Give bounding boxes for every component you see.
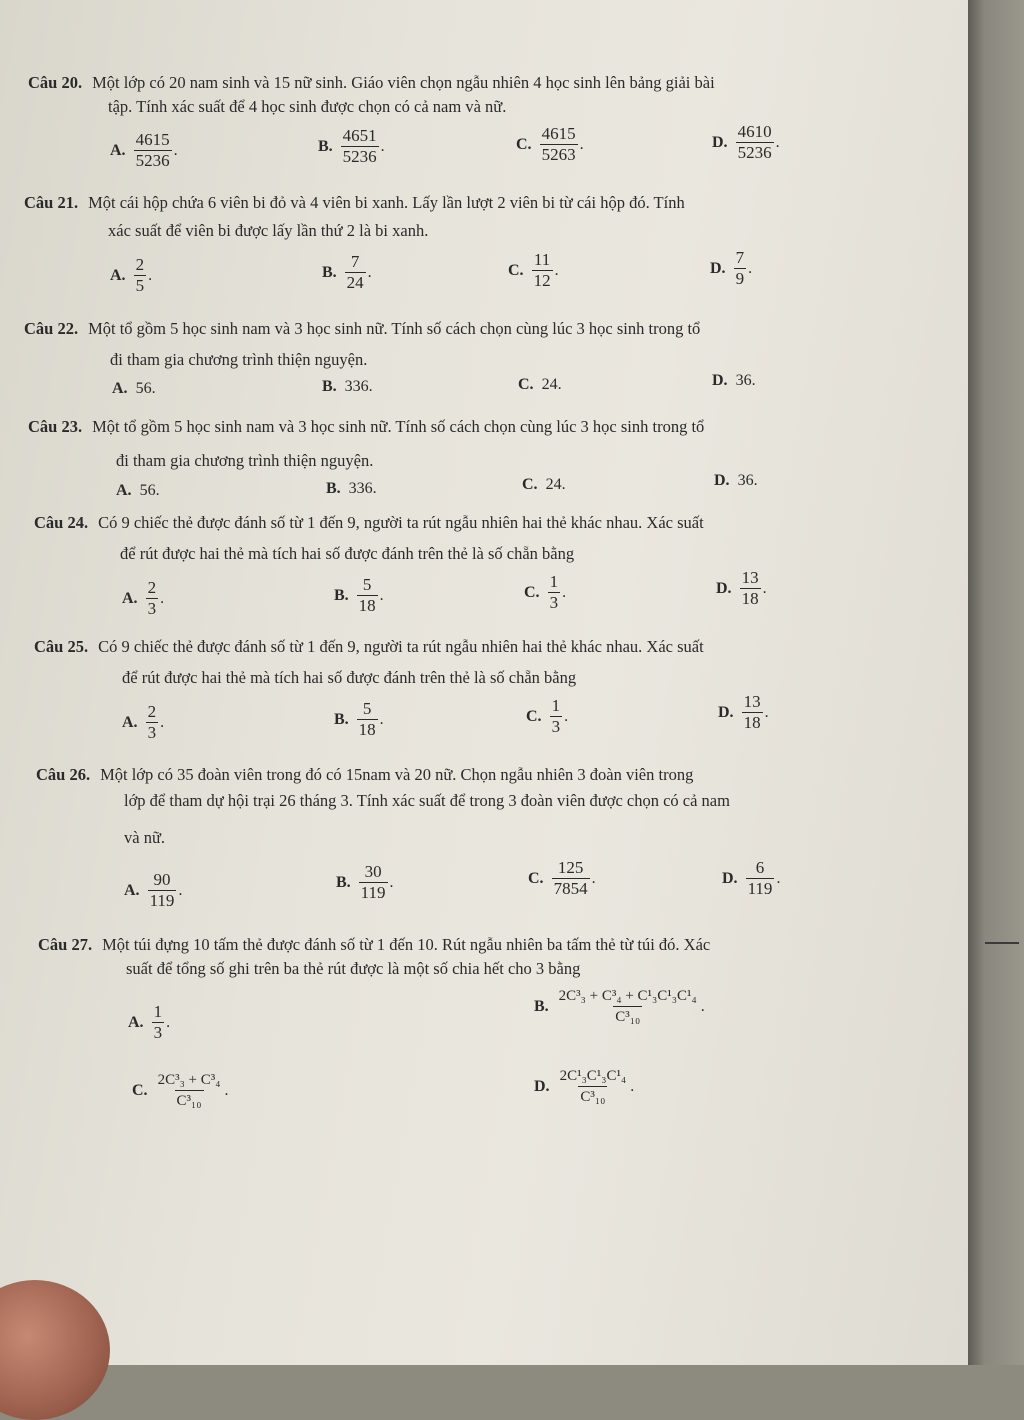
question-text-line: suất để tổng số ghi trên ba thẻ rút được là một số chia hết cho 3 bằng [126, 959, 581, 978]
question-text-line: đi tham gia chương trình thiện nguyện. [116, 451, 374, 470]
option-a[interactable]: A. $\frac{90}{119}$ . [124, 870, 183, 910]
option-b[interactable]: B. $\frac{4651}{5236}$ . [318, 126, 385, 166]
question-text-line: Câu 25. Có 9 chiếc thẻ được đánh số từ 1 đến 9, người ta rút ngẫu nhiên hai thẻ khác nhau. Xác suất [34, 637, 704, 656]
question-number: Câu 27. [38, 935, 93, 954]
question-text-line: để rút được hai thẻ mà tích hai số được đánh trên thẻ là số chẵn bằng [122, 668, 577, 687]
option-c[interactable]: C. 24. [522, 476, 566, 493]
option-c[interactable]: C. $\frac{1}{3}$ . [524, 572, 567, 612]
option-d[interactable]: D. $\frac{4610}{5236}$ . [712, 122, 780, 162]
option-d[interactable]: D. $\frac{13}{18}$ . [716, 568, 767, 608]
option-d[interactable]: D. $\frac{6}{119}$ . [722, 858, 781, 898]
page-edge-shadow [968, 0, 1024, 1365]
question-number: Câu 25. [34, 637, 89, 656]
question-text-line: Câu 21. Một cái hộp chứa 6 viên bi đỏ và 4 viên bi xanh. Lấy lần lượt 2 viên bi từ cái hộp đó. Tính [24, 193, 685, 212]
option-a[interactable]: A. $\frac{2}{3}$ . [122, 702, 165, 742]
question-text-line: tập. Tính xác suất để 4 học sinh được chọn có cả nam và nữ. [108, 97, 507, 116]
option-a[interactable]: A. $\frac{2}{5}$ . [110, 255, 153, 295]
option-d[interactable]: D. $\frac{\text{2C¹₃C¹₃C¹₄}}{\text{C³₁₀}}$ . [534, 1068, 635, 1105]
option-b[interactable]: B. $\frac{5}{18}$ . [334, 699, 384, 739]
question-number: Câu 21. [24, 193, 79, 212]
option-d[interactable]: D. 36. [712, 372, 756, 389]
option-a[interactable]: A. $\frac{2}{3}$ . [122, 578, 165, 618]
option-b[interactable]: B. $\frac{7}{24}$ . [322, 252, 372, 292]
question-text-line: để rút được hai thẻ mà tích hai số được đánh trên thẻ là số chẵn bằng [120, 544, 575, 563]
option-b[interactable]: B. 336. [326, 480, 377, 497]
option-c[interactable]: C. $\frac{1}{3}$ . [526, 696, 569, 736]
option-d[interactable]: D. $\frac{13}{18}$ . [718, 692, 769, 732]
option-c[interactable]: C. 24. [518, 376, 562, 393]
option-c[interactable]: C. $\frac{11}{12}$ . [508, 250, 559, 290]
margin-mark [985, 942, 1019, 944]
question-number: Câu 26. [36, 765, 91, 784]
question-text-line: Câu 22. Một tổ gồm 5 học sinh nam và 3 học sinh nữ. Tính số cách chọn cùng lúc 3 học sinh trong tổ [24, 319, 701, 338]
option-b[interactable]: B. $\frac{30}{119}$ . [336, 862, 394, 902]
option-c[interactable]: C. $\frac{4615}{5263}$ . [516, 124, 584, 164]
option-b[interactable]: B. $\frac{\text{2C³₃ + C³₄ + C¹₃C¹₃C¹₄}}{\text{C³₁₀}}$ . [534, 988, 705, 1025]
question-number: Câu 24. [34, 513, 89, 532]
option-a[interactable]: A. $\frac{1}{3}$ . [128, 1002, 171, 1042]
question-number: Câu 22. [24, 319, 79, 338]
question-text-line: Câu 23. Một tổ gồm 5 học sinh nam và 3 học sinh nữ. Tính số cách chọn cùng lúc 3 học sinh trong tổ [28, 417, 705, 436]
option-c[interactable]: C. $\frac{\text{2C³₃ + C³₄}}{\text{C³₁₀}}$ . [132, 1072, 229, 1109]
question-number: Câu 23. [28, 417, 83, 436]
question-text-line: Câu 24. Có 9 chiếc thẻ được đánh số từ 1 đến 9, người ta rút ngẫu nhiên hai thẻ khác nhau. Xác suất [34, 513, 704, 532]
option-d[interactable]: D. $\frac{7}{9}$ . [710, 248, 753, 288]
option-b[interactable]: B. 336. [322, 378, 373, 395]
question-text-line: Câu 20. Một lớp có 20 nam sinh và 15 nữ sinh. Giáo viên chọn ngẫu nhiên 4 học sinh lên bảng giải bài [28, 73, 715, 92]
question-text-line: Câu 27. Một túi đựng 10 tấm thẻ được đánh số từ 1 đến 10. Rút ngẫu nhiên ba tấm thẻ từ túi đó. Xác [38, 935, 711, 954]
option-d[interactable]: D. 36. [714, 472, 758, 489]
option-a[interactable]: A. 56. [116, 482, 160, 499]
question-text-line: và nữ. [124, 828, 166, 847]
question-number: Câu 20. [28, 73, 83, 92]
option-a[interactable]: A. $\frac{4615}{5236}$ . [110, 130, 178, 170]
question-text-line: đi tham gia chương trình thiện nguyện. [110, 350, 368, 369]
option-b[interactable]: B. $\frac{5}{18}$ . [334, 575, 384, 615]
question-text-line: xác suất để viên bi được lấy lần thứ 2 là bi xanh. [108, 221, 429, 240]
question-text-line: Câu 26. Một lớp có 35 đoàn viên trong đó có 15nam và 20 nữ. Chọn ngẫu nhiên 3 đoàn viên trong [36, 765, 694, 784]
option-a[interactable]: A. 56. [112, 380, 156, 397]
option-c[interactable]: C. $\frac{125}{7854}$ . [528, 858, 596, 898]
question-text-line: lớp để tham dự hội trại 26 tháng 3. Tính xác suất để trong 3 đoàn viên được chọn có cả nam [124, 791, 730, 810]
